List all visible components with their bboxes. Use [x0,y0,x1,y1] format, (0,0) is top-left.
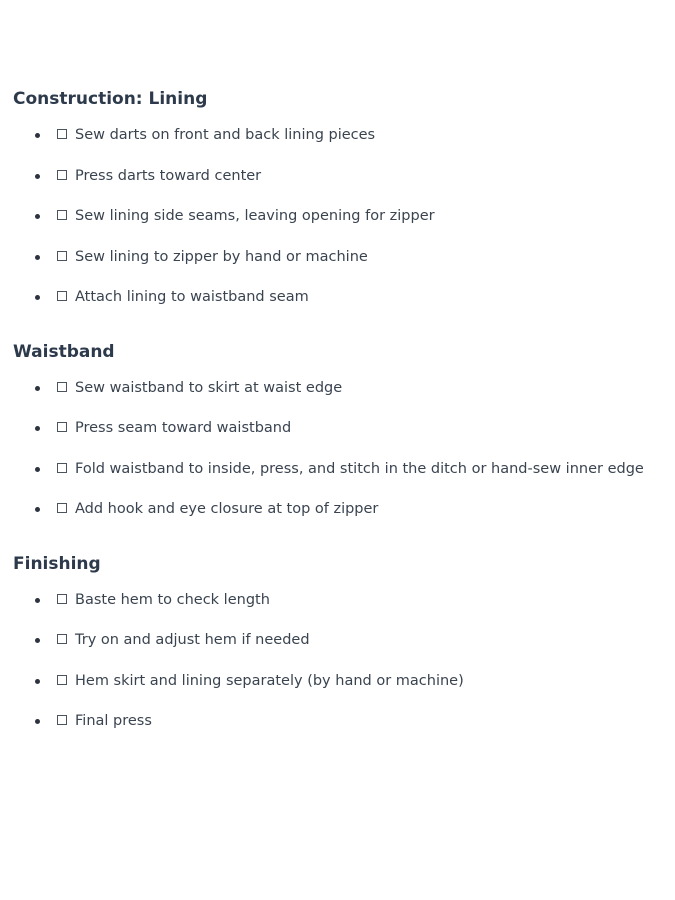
checklist-item [13,620,675,661]
checkbox-icon[interactable] [57,463,67,473]
checklist-item-label: Sew lining to zipper by hand or machine [75,248,368,265]
checklist-item [13,237,675,278]
bullet-icon [35,679,40,684]
checkbox-icon[interactable] [57,210,67,220]
section-finishing [13,552,675,742]
checklist-item-label: Sew darts on front and back lining pieces [75,127,376,144]
checklist-item-label: Add hook and eye closure at top of zipper [75,501,379,518]
checkbox-icon[interactable] [57,634,67,644]
checklist-item [13,701,675,742]
checklist-item-label: Try on and adjust hem if needed [75,632,310,649]
section-heading: Construction: Lining [13,89,208,109]
checkbox-icon[interactable] [57,170,67,180]
checklist-item-label: Hem skirt and lining separately (by hand or machine) [75,672,464,689]
checkbox-icon[interactable] [57,675,67,685]
checklist [13,115,675,318]
checklist-item [13,156,675,197]
bullet-icon [35,295,40,300]
checklist-item [13,408,675,449]
checklist-item-label: Final press [75,713,152,730]
checkbox-icon[interactable] [57,422,67,432]
bullet-icon [35,255,40,260]
bullet-icon [35,133,40,138]
checklist-item-label: Sew waistband to skirt at waist edge [75,379,343,396]
bullet-icon [35,174,40,179]
checklist-item [13,368,675,409]
checkbox-icon[interactable] [57,715,67,725]
bullet-icon [35,214,40,219]
checklist-item [13,196,675,237]
bullet-icon [35,426,40,431]
checklist-item-label: Press seam toward waistband [75,420,292,437]
checkbox-icon[interactable] [57,129,67,139]
checkbox-icon[interactable] [57,594,67,604]
checklist-item-label: Fold waistband to inside, press, and stitch in the ditch or hand-sew inner edge [75,460,644,477]
bullet-icon [35,507,40,512]
section-heading: Waistband [13,341,115,362]
bullet-icon [35,467,40,472]
bullet-icon [35,598,40,603]
checklist-item [13,661,675,702]
checklist-item [13,489,675,530]
section-waistband [13,340,675,530]
checkbox-icon[interactable] [57,382,67,392]
checklist-item-label: Sew lining side seams, leaving opening for zipper [75,208,435,225]
checklist-item-label: Press darts toward center [75,167,262,184]
checklist-item [13,449,675,490]
checkbox-icon[interactable] [57,291,67,301]
checkbox-icon[interactable] [57,251,67,261]
checklist-item [13,580,675,621]
section-heading: Finishing [13,553,101,574]
section-construction-lining [13,87,675,318]
checklist-item-label: Attach lining to waistband seam [75,289,309,306]
checklist [13,368,675,530]
checklist [13,580,675,742]
bullet-icon [35,719,40,724]
bullet-icon [35,386,40,391]
checkbox-icon[interactable] [57,503,67,513]
bullet-icon [35,638,40,643]
checklist-item-label: Baste hem to check length [75,591,270,608]
checklist-item [13,115,675,156]
checklist-item [13,277,675,318]
